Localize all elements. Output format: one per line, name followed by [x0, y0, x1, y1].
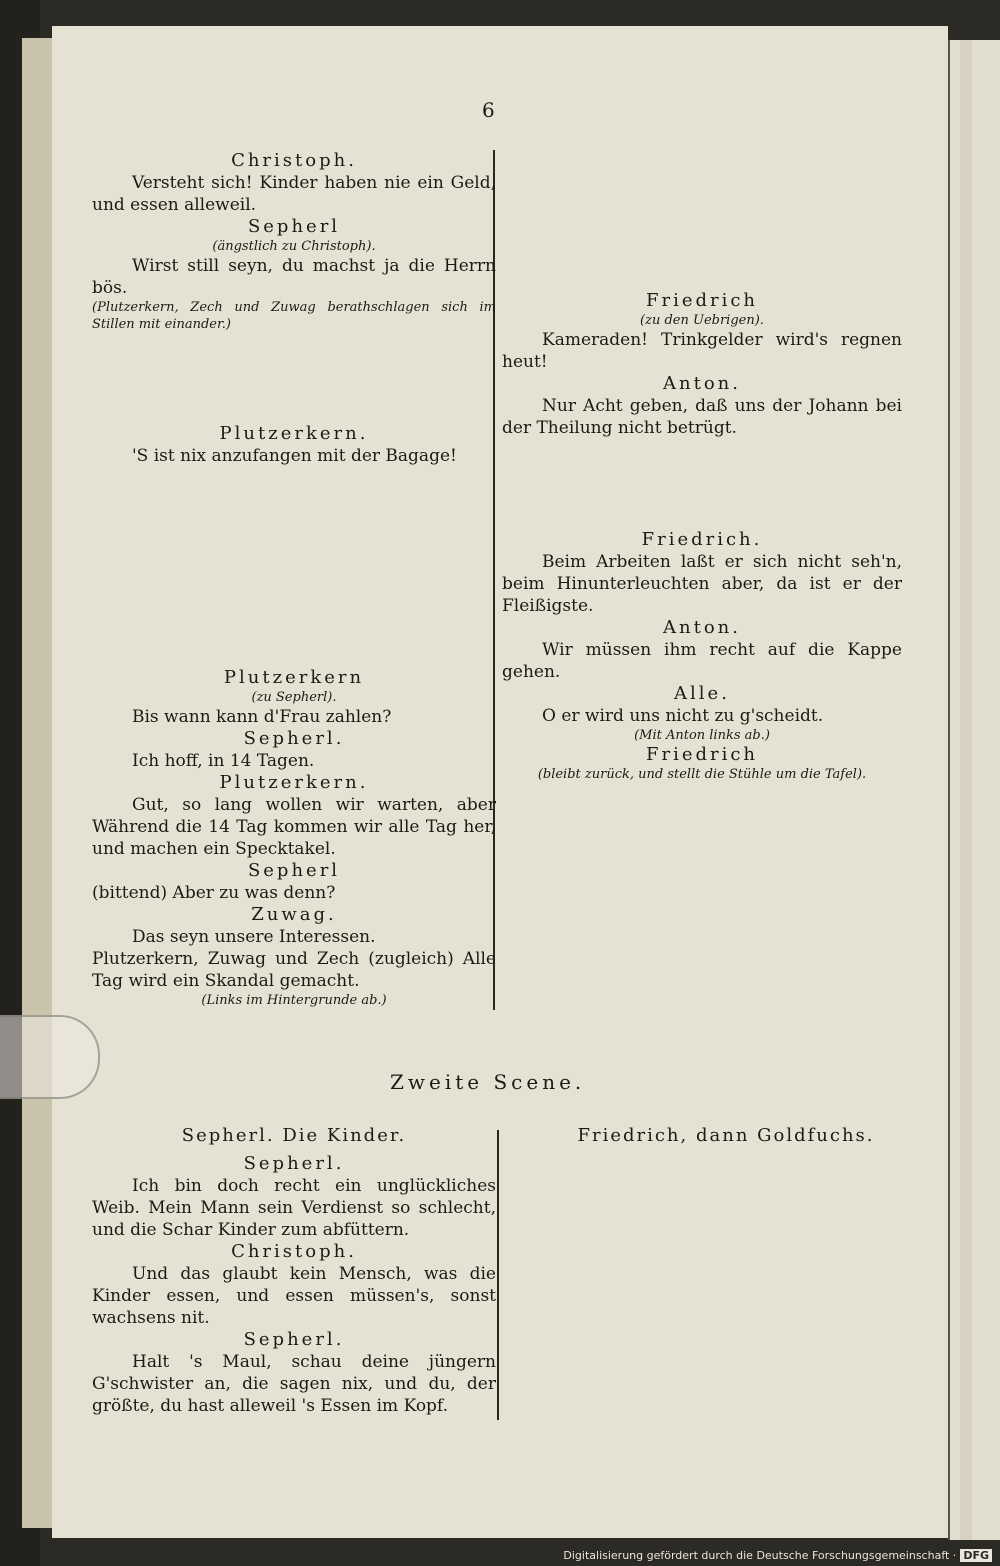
dialogue-line: Ich hoff, in 14 Tagen.	[132, 751, 315, 771]
speaker-name: Friedrich	[645, 290, 759, 311]
dialogue-line: 'S ist nix anzufangen mit der Bagage!	[132, 446, 457, 466]
dialogue-line: Wir müssen ihm recht auf die Kappe gehen.	[502, 640, 902, 682]
speaker-name: Christoph.	[231, 1241, 357, 1262]
speaker-name: Plutzerkern.	[219, 772, 369, 793]
speaker-name: Sepherl.	[243, 728, 345, 749]
dialogue-line: Gut, so lang wollen wir warten, aber Während die 14 Tag kommen wir alle Tag her, und machen ein Specktakel.	[92, 795, 496, 859]
dialogue-line: O er wird uns nicht zu g'scheidt.	[542, 706, 824, 726]
page-number: 6	[482, 98, 495, 122]
dialogue-line: Plutzerkern, Zuwag und Zech (zugleich) Alle Tag wird ein Skandal gemacht.	[92, 949, 496, 991]
speaker-name: Friedrich	[645, 744, 759, 765]
stage-direction: (zu Sepherl).	[251, 690, 337, 705]
spacer	[92, 333, 496, 423]
dialogue-line: Ich bin doch recht ein unglückliches Weib. Mein Mann sein Verdienst so schlecht, und die Schar Kinder zum abfüttern.	[92, 1176, 496, 1240]
speaker-name: Sepherl	[247, 860, 341, 881]
stage-direction: (Mit Anton links ab.)	[634, 728, 770, 743]
scene-heading: Zweite Scene.	[390, 1070, 586, 1094]
dialogue-line: Kameraden! Trinkgelder wird's regnen heut!	[502, 330, 902, 372]
dialogue-line: Und das glaubt kein Mensch, was die Kinder essen, und essen müssen's, sonst wachsens nit.	[92, 1264, 496, 1328]
stage-direction: (zu den Uebrigen).	[640, 313, 764, 328]
stage-direction: (bleibt zurück, und stellt die Stühle um die Tafel).	[537, 767, 867, 782]
stage-direction: (Links im Hintergrunde ab.)	[201, 993, 387, 1008]
speaker-name: Christoph.	[231, 150, 357, 171]
speaker-name: Zuwag.	[251, 904, 337, 925]
speaker-name: Sepherl	[247, 216, 341, 237]
speaker-name: Anton.	[663, 373, 741, 394]
dfg-logo: DFG	[960, 1549, 992, 1562]
dialogue-line: Beim Arbeiten laßt er sich nicht seh'n, beim Hinunterleuchten aber, da ist er der Fleißigste.	[502, 552, 902, 616]
speaker-name: Alle.	[674, 683, 730, 704]
dialogue-line: Das seyn unsere Interessen.	[132, 927, 376, 947]
dialogue-line: Halt 's Maul, schau deine jüngern G'schwister an, die sagen nix, und du, der größte, du hast alleweil 's Essen im Kopf.	[92, 1352, 496, 1416]
dialogue-line: Nur Acht geben, daß uns der Johann bei der Theilung nicht betrügt.	[502, 396, 902, 438]
page-clip	[0, 1015, 100, 1099]
dialogue-line: Bis wann kann d'Frau zahlen?	[132, 707, 392, 727]
scene-cast: Sepherl. Die Kinder.	[181, 1125, 407, 1146]
dialogue-line: Wirst still seyn, du machst ja die Herrn bös.	[92, 256, 496, 298]
dialogue-line: Versteht sich! Kinder haben nie ein Geld, und essen alleweil.	[92, 173, 496, 215]
column-divider	[497, 1130, 499, 1420]
spacer	[502, 439, 902, 529]
right-column-bottom	[546, 1125, 906, 1153]
dialogue-line: (bittend) Aber zu was denn?	[92, 883, 336, 903]
scene-cast: Friedrich, dann Goldfuchs.	[577, 1125, 875, 1146]
stage-direction: (ängstlich zu Christoph).	[212, 239, 376, 254]
left-column-top	[92, 150, 496, 1009]
facing-page-edge	[948, 40, 1000, 1540]
speaker-name: Plutzerkern	[223, 667, 365, 688]
stage-direction: (Plutzerkern, Zech und Zuwag berathschlagen sich im Stillen mit einander.)	[92, 300, 496, 332]
speaker-name: Friedrich.	[641, 529, 763, 550]
spacer	[92, 467, 496, 667]
speaker-name: Plutzerkern.	[219, 423, 369, 444]
speaker-name: Sepherl.	[243, 1153, 345, 1174]
right-column-top	[502, 290, 902, 783]
footer-text: Digitalisierung gefördert durch die Deutsche Forschungsgemeinschaft ·	[563, 1549, 957, 1562]
speaker-name: Anton.	[663, 617, 741, 638]
footer	[563, 1549, 992, 1562]
speaker-name: Sepherl.	[243, 1329, 345, 1350]
left-column-bottom	[92, 1125, 496, 1417]
